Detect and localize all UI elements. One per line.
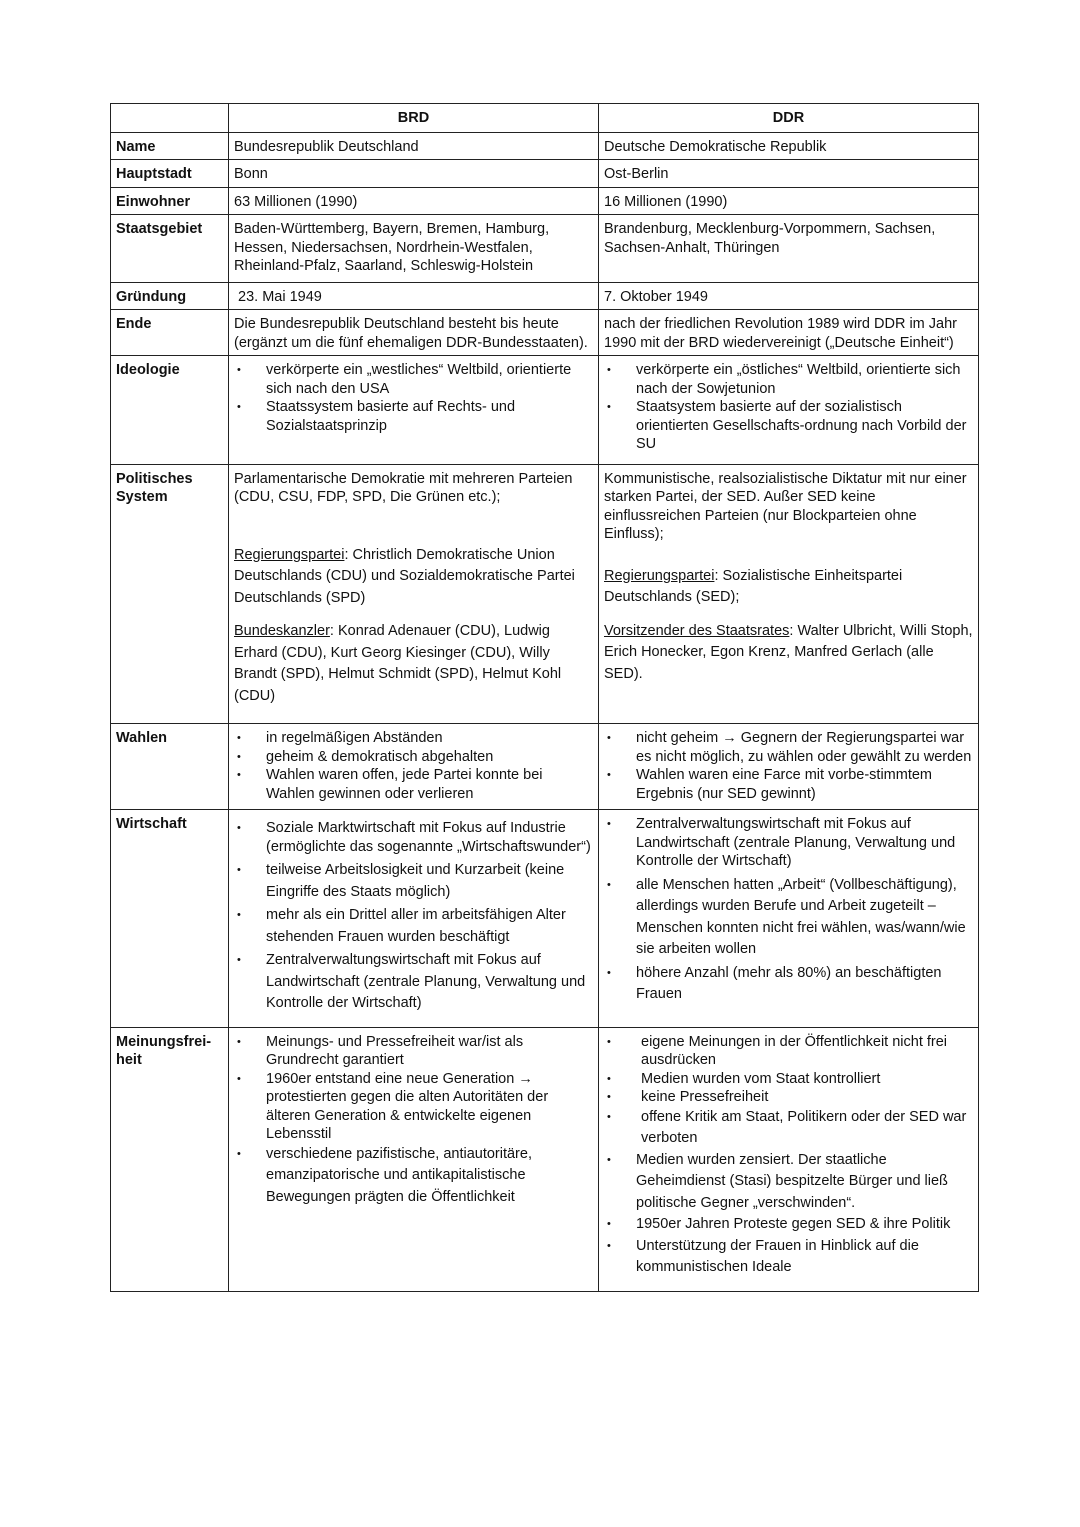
cell-ddr-meinungsfreiheit <box>599 1027 979 1291</box>
brd-regierungspartei-text: : Christlich Demokratische Union Deutschlands (CDU) und Sozialdemokratische Partei Deutschlands (SPD) <box>234 546 575 606</box>
cell-brd-ideologie <box>229 356 599 465</box>
table-row <box>111 724 979 810</box>
table-row <box>111 464 979 724</box>
bullet-list <box>604 361 973 454</box>
bullet-list <box>234 361 593 435</box>
brd-gruendung-text: 23. Mai 1949 <box>238 288 322 305</box>
cell-brd-ende: Die Bundesrepublik Deutschland besteht bis heute (ergänzt um die fünf ehemaligen DDR-Bundesstaaten). <box>229 310 599 356</box>
header-ddr: DDR <box>599 104 979 133</box>
cell-brd-politisches-system <box>229 464 599 724</box>
list-item: • Meinungs- und Pressefreiheit war/ist als Grundrecht garantiert <box>234 1033 593 1070</box>
cell-brd-hauptstadt: Bonn <box>229 160 599 188</box>
row-label-line: System <box>116 489 168 505</box>
row-label-line: Politisches <box>116 470 193 487</box>
bullet-list <box>604 1033 973 1279</box>
ddr-regierungspartei-text: : Sozialistische Einheitspartei Deutschlands (SED); <box>604 567 903 605</box>
row-label-staatsgebiet: Staatsgebiet <box>111 215 229 283</box>
list-item: • 1960er entstand eine neue Generation → protestierten gegen die alten Autoritäten der älteren Generation & entwickelte eigenen Lebensstil <box>234 1070 593 1144</box>
cell-ddr-wirtschaft <box>599 810 979 1028</box>
list-item: • verschiedene pazifistische, antiautoritäre, emanzipatorische und antikapitalistische Bewegungen prägten die Öffentlichkeit <box>234 1144 593 1209</box>
cell-brd-name: Bundesrepublik Deutschland <box>229 132 599 160</box>
row-label-einwohner: Einwohner <box>111 187 229 215</box>
bullet-list <box>234 1033 593 1209</box>
list-item: • Staatssystem basierte auf Rechts- und Sozialstaatsprinzip <box>234 398 593 435</box>
list-item: • Zentralverwaltungswirtschaft mit Fokus auf Landwirtschaft (zentrale Planung, Verwaltung und Kontrolle der Wirtschaft) <box>604 815 973 871</box>
row-label-meinungsfreiheit <box>111 1027 229 1291</box>
ddr-regierungspartei <box>604 566 973 609</box>
list-item: • eigene Meinungen in der Öffentlichkeit nicht frei ausdrücken <box>604 1033 973 1070</box>
ddr-vorsitzender <box>604 621 973 686</box>
row-label-hauptstadt: Hauptstadt <box>111 160 229 188</box>
cell-brd-staatsgebiet: Baden-Württemberg, Bayern, Bremen, Hamburg, Hessen, Niedersachsen, Nordrhein-Westfalen, Rheinland-Pfalz, Saarland, Schleswig-Holstein <box>229 215 599 283</box>
bullet-list <box>234 729 593 803</box>
brd-bundeskanzler-label: Bundeskanzler <box>234 623 330 639</box>
cell-brd-wirtschaft <box>229 810 599 1028</box>
list-item: • 1950er Jahren Proteste gegen SED & ihre Politik <box>604 1214 973 1236</box>
list-item: • Medien wurden zensiert. Der staatliche Geheimdienst (Stasi) bespitzelte Bürger und ließ politische Gegner „verschwinden“. <box>604 1150 973 1215</box>
list-item: • Wahlen waren eine Farce mit vorbe-stimmtem Ergebnis (nur SED gewinnt) <box>604 766 973 803</box>
table-row <box>111 1027 979 1291</box>
list-item: • mehr als ein Drittel aller im arbeitsfähigen Alter stehenden Frauen wurden beschäftigt <box>234 905 593 948</box>
table-row <box>111 160 979 188</box>
comparison-table <box>110 103 979 1292</box>
list-item: • verkörperte ein „westliches“ Weltbild, orientierte sich nach den USA <box>234 361 593 398</box>
cell-ddr-gruendung: 7. Oktober 1949 <box>599 282 979 310</box>
cell-ddr-hauptstadt: Ost-Berlin <box>599 160 979 188</box>
ddr-vorsitzender-label: Vorsitzender des Staatsrates <box>604 622 790 639</box>
table-row <box>111 356 979 465</box>
list-item: • geheim & demokratisch abgehalten <box>234 748 593 767</box>
row-label-politisches-system <box>111 464 229 724</box>
ddr-system-intro: Kommunistische, realsozialistische Diktatur mit nur einer starken Partei, der SED. Außer SED keine einflussreichen Parteien (nur Blockparteien ohne Einfluss); <box>604 470 967 542</box>
row-label-wahlen: Wahlen <box>111 724 229 810</box>
list-item: • keine Pressefreiheit <box>604 1088 973 1107</box>
header-row <box>111 104 979 133</box>
ddr-regierungspartei-label: Regierungspartei <box>604 567 715 584</box>
table-row <box>111 187 979 215</box>
cell-ddr-staatsgebiet: Brandenburg, Mecklenburg-Vorpommern, Sachsen, Sachsen-Anhalt, Thüringen <box>599 215 979 283</box>
cell-ddr-wahlen <box>599 724 979 810</box>
list-item: • teilweise Arbeitslosigkeit und Kurzarbeit (keine Eingriffe des Staats möglich) <box>234 860 593 903</box>
row-label-line: Meinungsfrei- <box>116 1033 212 1050</box>
table-row <box>111 282 979 310</box>
list-item: • Medien wurden vom Staat kontrolliert <box>604 1070 973 1089</box>
list-item: • offene Kritik am Staat, Politikern oder der SED war verboten <box>604 1107 973 1150</box>
row-label-ende: Ende <box>111 310 229 356</box>
table-row <box>111 132 979 160</box>
cell-ddr-ideologie <box>599 356 979 465</box>
brd-bundeskanzler-text: : Konrad Adenauer (CDU), Ludwig Erhard (CDU), Kurt Georg Kiesinger (CDU), Willy Brandt (SPD), Helmut Schmidt (SPD), Helmut Kohl (CDU) <box>234 623 562 704</box>
row-label-line: heit <box>116 1052 142 1068</box>
row-label-name: Name <box>111 132 229 160</box>
cell-brd-wahlen <box>229 724 599 810</box>
row-label-gruendung: Gründung <box>111 282 229 310</box>
cell-ddr-name: Deutsche Demokratische Republik <box>599 132 979 160</box>
list-item: • Unterstützung der Frauen in Hinblick auf die kommunistischen Ideale <box>604 1236 973 1279</box>
list-item: • höhere Anzahl (mehr als 80%) an beschäftigten Frauen <box>604 963 973 1006</box>
list-item: • nicht geheim → Gegnern der Regierungspartei war es nicht möglich, zu wählen oder gewählt zu werden <box>604 729 973 766</box>
cell-brd-meinungsfreiheit <box>229 1027 599 1291</box>
brd-bundeskanzler <box>234 621 593 707</box>
bullet-list <box>604 815 973 1006</box>
cell-ddr-ende: nach der friedlichen Revolution 1989 wird DDR im Jahr 1990 mit der BRD wiedervereinigt („Deutsche Einheit“) <box>599 310 979 356</box>
list-item: • Zentralverwaltungswirtschaft mit Fokus auf Landwirtschaft (zentrale Planung, Verwaltung und Kontrolle der Wirtschaft) <box>234 950 593 1015</box>
list-item: • alle Menschen hatten „Arbeit“ (Vollbeschäftigung), allerdings wurden Berufe und Arbeit zugeteilt – Menschen konnten nicht frei wählen, was/wann/wie sie arbeiten wollen <box>604 875 973 961</box>
table-row <box>111 310 979 356</box>
brd-regierungspartei <box>234 545 593 610</box>
cell-brd-einwohner: 63 Millionen (1990) <box>229 187 599 215</box>
table-row <box>111 810 979 1028</box>
ddr-vorsitzender-text: : Walter Ulbricht, Willi Stoph, Erich Honecker, Egon Krenz, Manfred Gerlach (alle SED). <box>604 622 973 682</box>
cell-ddr-politisches-system <box>599 464 979 724</box>
header-brd: BRD <box>229 104 599 133</box>
bullet-list <box>234 819 593 1015</box>
list-item: • Wahlen waren offen, jede Partei konnte bei Wahlen gewinnen oder verlieren <box>234 766 593 803</box>
list-item: • Staatsystem basierte auf der sozialistisch orientierten Gesellschafts-ordnung nach Vorbild der SU <box>604 398 973 454</box>
list-item: • verkörperte ein „östliches“ Weltbild, orientierte sich nach der Sowjetunion <box>604 361 973 398</box>
list-item: • Soziale Marktwirtschaft mit Fokus auf Industrie (ermöglichte das sogenannte „Wirtschaftswunder“) <box>234 819 593 856</box>
cell-brd-gruendung <box>229 282 599 310</box>
list-item: • in regelmäßigen Abständen <box>234 729 593 748</box>
table-row <box>111 215 979 283</box>
cell-ddr-einwohner: 16 Millionen (1990) <box>599 187 979 215</box>
row-label-wirtschaft: Wirtschaft <box>111 810 229 1028</box>
row-label-ideologie: Ideologie <box>111 356 229 465</box>
brd-regierungspartei-label: Regierungspartei <box>234 546 345 563</box>
header-empty-cell <box>111 104 229 133</box>
brd-system-intro: Parlamentarische Demokratie mit mehreren Parteien (CDU, CSU, FDP, SPD, Die Grünen etc.); <box>234 470 573 505</box>
bullet-list <box>604 729 973 803</box>
